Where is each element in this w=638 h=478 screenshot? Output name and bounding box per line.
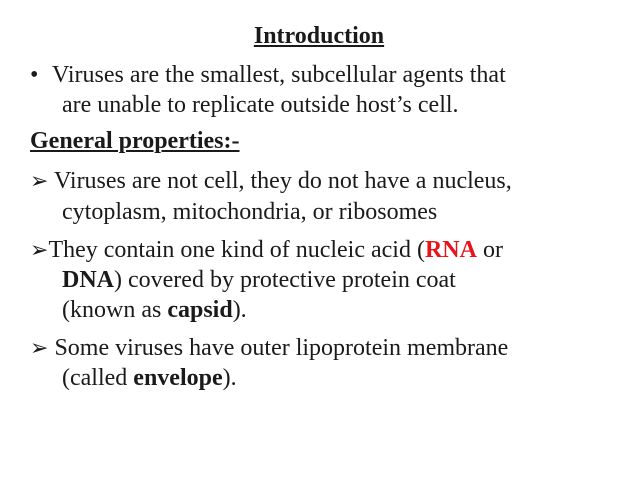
item-3-text-1: Some viruses have outer lipoprotein membrane xyxy=(48,335,509,361)
rna-term: RNA xyxy=(424,237,477,263)
envelope-term: envelope xyxy=(133,365,223,391)
item-3-text-2a: (called xyxy=(62,365,134,391)
property-item-1-line-1 xyxy=(30,167,512,195)
item-1-text-2: cytoplasm, mitochondria, or ribosomes xyxy=(62,199,438,225)
property-item-2-line-2 xyxy=(62,266,456,294)
property-item-2-line-1 xyxy=(30,236,503,264)
item-1-text-1: Viruses are not cell, they do not have a nucleus, xyxy=(48,168,512,194)
title-text: Introduction xyxy=(253,23,385,49)
intro-text-2: are unable to replicate outside host’s cell. xyxy=(62,92,459,118)
item-2-text-2b: ) covered by protective protein coat xyxy=(114,267,456,293)
arrow-bullet-icon: ➢ xyxy=(30,335,49,360)
item-2-text-3b: ). xyxy=(232,297,247,323)
arrow-bullet-icon: ➢ xyxy=(30,237,49,262)
property-item-2-line-3 xyxy=(62,296,247,324)
dna-term: DNA xyxy=(62,267,114,293)
property-item-1-line-2 xyxy=(62,198,437,226)
property-item-3-line-2 xyxy=(62,364,237,392)
intro-text-1: Viruses are the smallest, subcellular agents that xyxy=(52,62,506,88)
item-2-text-3a: (known as xyxy=(62,297,168,323)
general-properties-heading xyxy=(30,127,240,155)
item-2-text-1b: or xyxy=(476,237,503,263)
intro-line-1 xyxy=(30,61,506,89)
property-item-3-line-1 xyxy=(30,334,508,362)
capsid-term: capsid xyxy=(167,297,233,323)
item-3-text-2b: ). xyxy=(222,365,237,391)
arrow-bullet-icon: ➢ xyxy=(30,168,49,193)
bullet-dot-icon: • xyxy=(30,62,39,88)
intro-line-2 xyxy=(62,91,459,119)
item-2-text-1a: They contain one kind of nucleic acid ( xyxy=(48,237,425,263)
slide-title xyxy=(0,22,638,50)
heading-text: General properties:- xyxy=(30,128,240,154)
